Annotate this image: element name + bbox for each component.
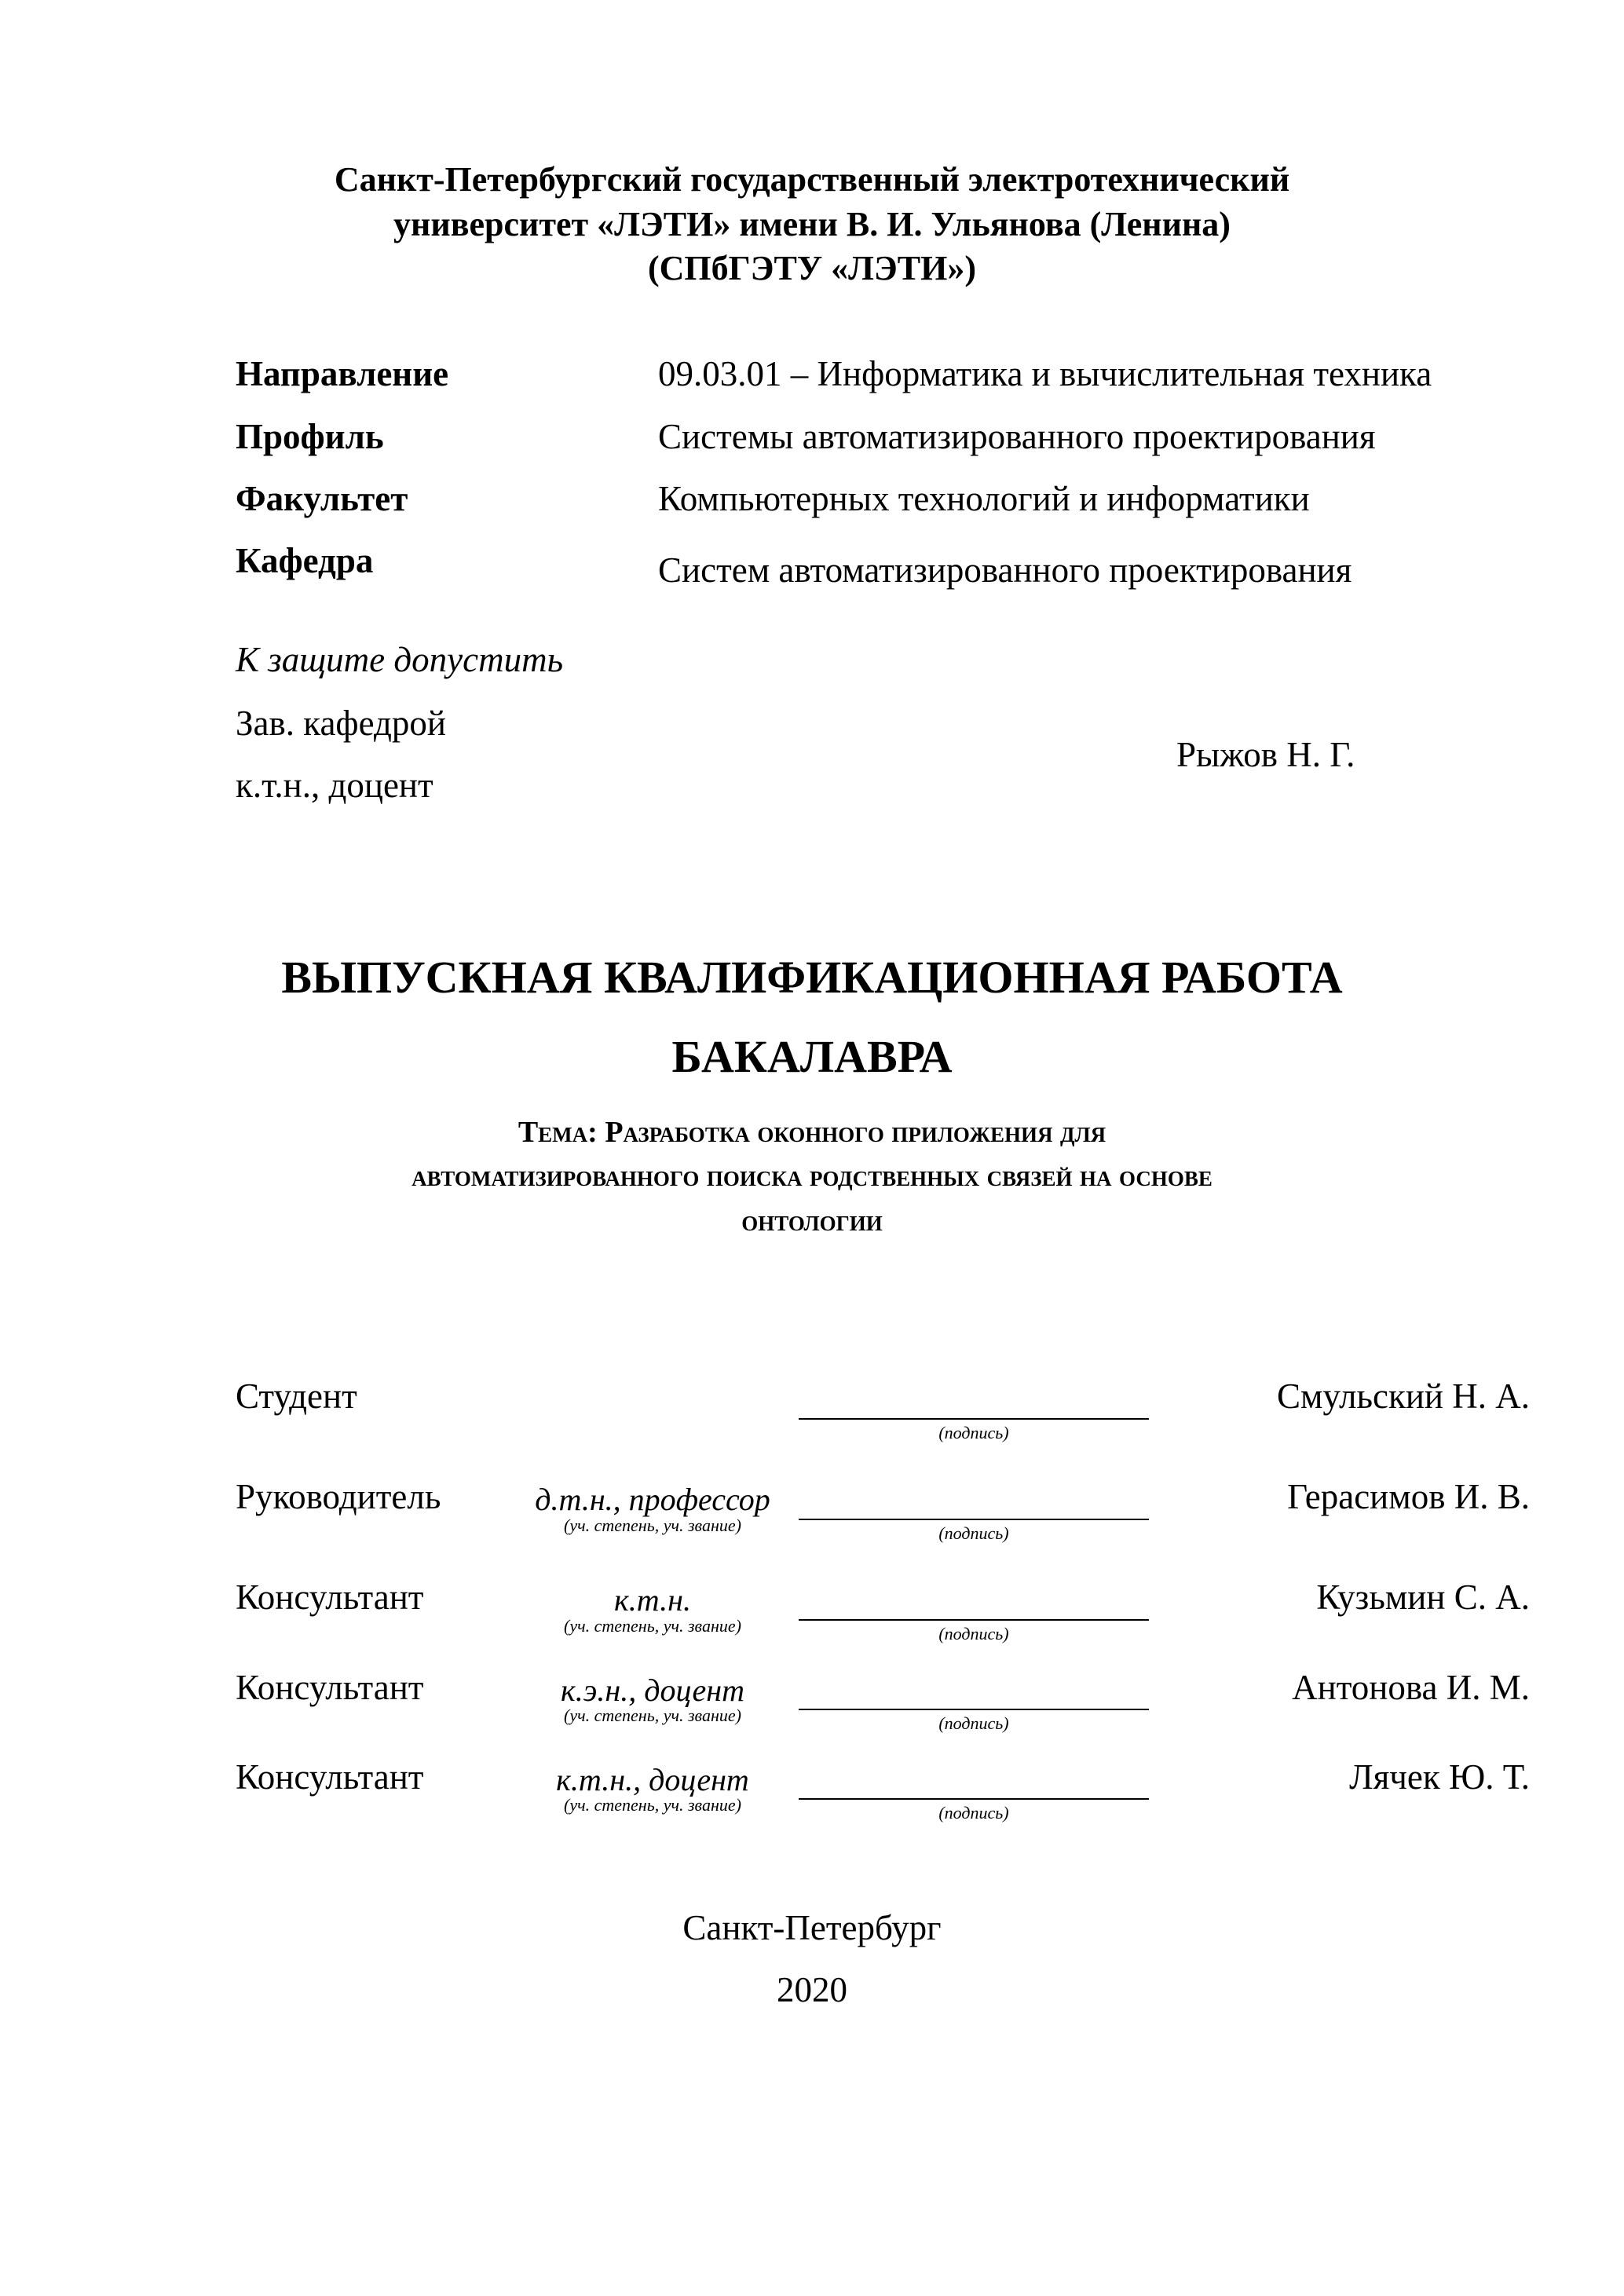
signature-line — [799, 1418, 1149, 1420]
info-value-profile: Системы автоматизированного проектирования — [658, 417, 1376, 456]
info-value-department: Систем автоматизированного проектирования — [658, 550, 1352, 590]
signatory-name: Герасимов И. В. — [1287, 1477, 1530, 1516]
approval-name: Рыжов Н. Г. — [1176, 735, 1355, 774]
degree-caption: (уч. степень, уч. звание) — [564, 1616, 741, 1636]
document-title-line2: БАКАЛАВРА — [671, 1031, 953, 1082]
signatory-degree: д.т.н., профессор — [535, 1482, 770, 1517]
signatory-degree: к.э.н., доцент — [561, 1673, 744, 1708]
footer-year: 2020 — [777, 1970, 847, 2009]
topic-line2: автоматизированного поиска родственных связей на основе — [411, 1160, 1213, 1193]
topic-line3: онтологии — [741, 1205, 883, 1238]
signatory-name: Лячек Ю. Т. — [1349, 1757, 1530, 1797]
signatory-role: Консультант — [236, 1757, 424, 1797]
signatory-role: Консультант — [236, 1668, 424, 1707]
signature-line — [799, 1709, 1149, 1710]
signatory-name: Смульский Н. А. — [1277, 1377, 1530, 1416]
info-label-faculty: Факультет — [236, 479, 408, 518]
signatory-degree: к.т.н. — [614, 1582, 691, 1618]
signatory-name: Антонова И. М. — [1292, 1668, 1530, 1707]
degree-caption: (уч. степень, уч. звание) — [564, 1706, 741, 1725]
signatory-role: Консультант — [236, 1578, 424, 1617]
signature-line — [799, 1798, 1149, 1800]
signatory-role: Студент — [236, 1377, 357, 1416]
approval-degree: к.т.н., доцент — [236, 766, 433, 805]
signature-line — [799, 1519, 1149, 1520]
signatory-name: Кузьмин С. А. — [1316, 1578, 1530, 1617]
approval-heading: К защите допустить — [236, 640, 564, 679]
signature-caption: (подпись) — [938, 1523, 1009, 1543]
approval-position: Зав. кафедрой — [236, 704, 446, 743]
degree-caption: (уч. степень, уч. звание) — [564, 1795, 741, 1815]
university-abbr: (СПбГЭТУ «ЛЭТИ») — [648, 249, 976, 287]
signatory-role: Руководитель — [236, 1477, 441, 1516]
signature-caption: (подпись) — [938, 1624, 1009, 1643]
university-name-line1: Санкт-Петербургский государственный электротехнический — [334, 160, 1290, 199]
footer-city: Санкт-Петербург — [682, 1908, 942, 1947]
info-value-direction: 09.03.01 – Информатика и вычислительная техника — [658, 354, 1432, 393]
signature-caption: (подпись) — [938, 1803, 1009, 1823]
document-title-line1: ВЫПУСКНАЯ КВАЛИФИКАЦИОННАЯ РАБОТА — [281, 952, 1343, 1003]
topic-line1: Тема: Разработка оконного приложения для — [518, 1116, 1106, 1149]
signatory-degree: к.т.н., доцент — [556, 1762, 749, 1797]
signature-caption: (подпись) — [938, 1713, 1009, 1733]
info-label-direction: Направление — [236, 354, 449, 393]
university-name-line2: университет «ЛЭТИ» имени В. И. Ульянова (Ленина) — [393, 205, 1231, 243]
info-value-faculty: Компьютерных технологий и информатики — [658, 479, 1310, 518]
signature-line — [799, 1619, 1149, 1621]
signature-caption: (подпись) — [938, 1423, 1009, 1442]
degree-caption: (уч. степень, уч. звание) — [564, 1515, 741, 1535]
info-label-profile: Профиль — [236, 417, 384, 456]
info-label-department: Кафедра — [236, 541, 374, 580]
